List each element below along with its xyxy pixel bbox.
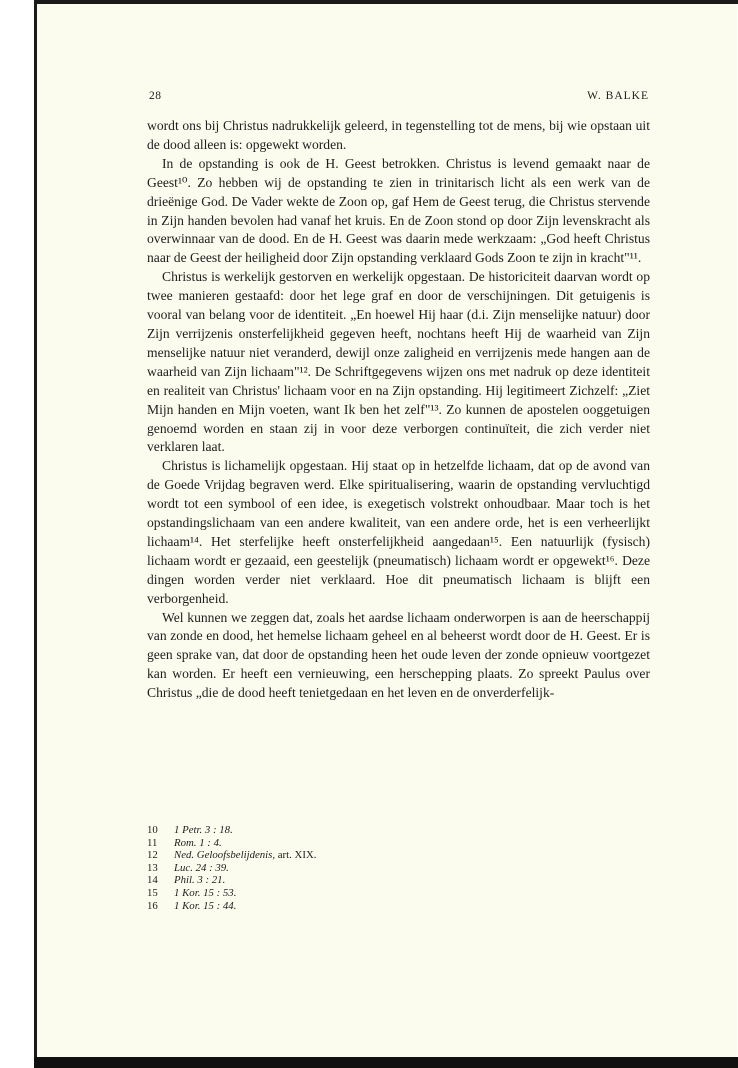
footnote-number: 10 [147, 824, 158, 836]
footnote-reference: Luc. 24 : 39. [174, 861, 229, 874]
footnote [147, 887, 507, 900]
footnote [147, 900, 507, 913]
footnote-reference: 1 Kor. 15 : 44. [174, 899, 237, 912]
footnote-number: 12 [147, 849, 158, 862]
footnote-number: 13 [147, 861, 158, 874]
page-header [149, 90, 649, 106]
footnote-number: 15 [147, 886, 158, 899]
footnote-number: 16 [147, 899, 158, 912]
paragraph: Wel kunnen we zeggen dat, zoals het aardse lichaam onderworpen is aan de heerschappij van zonde en dood, het hemelse lichaam geheel en al beheerst wordt door de H. Geest. Er is geen sprake van, dat door de opstanding heen het oude leven der zonde opnieuw voortgezet kan worden. Er heeft een vernieuwing, een herschepping plaats. Zo spreekt Paulus over Christus „die de dood heeft tenietgedaan en het leven en de onverderfelijk- [147, 609, 650, 701]
footnote [147, 837, 507, 850]
scan-edge-top [34, 0, 738, 4]
footnote [147, 849, 507, 862]
paragraph: Christus is werkelijk gestorven en werkelijk opgestaan. De historiciteit daarvan wordt op twee manieren gestaafd: door het lege graf en door de verschijningen. Dit getuigenis is vooral van belang voor de identiteit. „En hoewel Hij haar (d.i. Zijn menselijke natuur) door Zijn verrijzenis onsterfelijkheid gegeven heeft, nochtans heeft Hij de waarheid van Zijn menselijke natuur niet veranderd, dewijl onze zaligheid en verrijzenis mede hangen aan de waarheid van Zijn lichaam"¹². De Schriftgegevens wijzen ons met nadruk op deze identiteit en realiteit van Christus' lichaam voor en na Zijn opstanding. Hij legitimeert Zichzelf: „Ziet Mijn handen en Mijn voeten, want Ik ben het zelf"¹³. Zo kunnen de apostelen ooggetuigen genoemd worden en staan zij in voor deze verborgen continuïteit, die zich verder niet verklaren laat. [147, 269, 650, 455]
footnote-number: 14 [147, 874, 158, 887]
scan-edge-left [34, 0, 37, 1060]
footnote-reference: Phil. 3 : 21. [174, 874, 226, 887]
body-text [147, 117, 650, 703]
paragraph: wordt ons bij Christus nadrukkelijk geleerd, in tegenstelling tot de mens, bij wie opstaan uit de dood alleen is: opgewekt worden. [147, 118, 650, 152]
paragraph: Christus is lichamelijk opgestaan. Hij staat op in hetzelfde lichaam, dat op de avond van de Goede Vrijdag begraven werd. Elke spiritualisering, waarin de opstanding vervluchtigd wordt tot een symbool of een idee, is exegetisch volstrekt onhoudbaar. Maar toch is het opstandingslichaam van een andere kwaliteit, van een andere orde, het is een verheerlijkt lichaam¹⁴. Het sterfelijke heeft onsterfelijkheid aangedaan¹⁵. Een natuurlijk (fysisch) lichaam wordt er gezaaid, een geestelijk (pneumatisch) lichaam wordt er opgewekt¹⁶. Deze dingen worden verder niet verklaard. Hoe dit pneumatisch lichaam is blijft een verborgenheid. [147, 458, 650, 606]
paragraph: In de opstanding is ook de H. Geest betrokken. Christus is levend gemaakt naar de Geest¹⁰. Zo hebben wij de opstanding te zien in trinitarisch licht als een werk van de drieënige God. De Vader wekte de Zoon op, gaf Hem de Geest terug, die Christus stervende in Zijn handen bevolen had vanaf het kruis. En de Zoon stond op door Zijn levenskracht als overwinnaar van de dood. En de H. Geest was daarin mede werkzaam: „God heeft Christus naar de Geest der heiligheid door Zijn opstanding verklaard Gods Zoon te zijn in kracht"¹¹. [147, 155, 650, 266]
page-number: 28 [149, 90, 162, 102]
footnote-number: 11 [147, 836, 158, 849]
footnote [147, 874, 507, 887]
footnote [147, 862, 507, 875]
footnote-reference: Ned. Geloofsbelijdenis, [174, 849, 276, 862]
footnotes [147, 824, 507, 912]
running-head: W. BALKE [587, 90, 649, 102]
footnote-reference: Rom. 1 : 4. [174, 836, 222, 849]
footnote-reference: 1 Kor. 15 : 53. [174, 886, 237, 899]
scan-edge-bottom [34, 1057, 738, 1068]
footnote-reference: 1 Petr. 3 : 18. [174, 824, 233, 836]
footnote-extra: art. XIX. [275, 849, 317, 862]
footnote [147, 824, 507, 837]
